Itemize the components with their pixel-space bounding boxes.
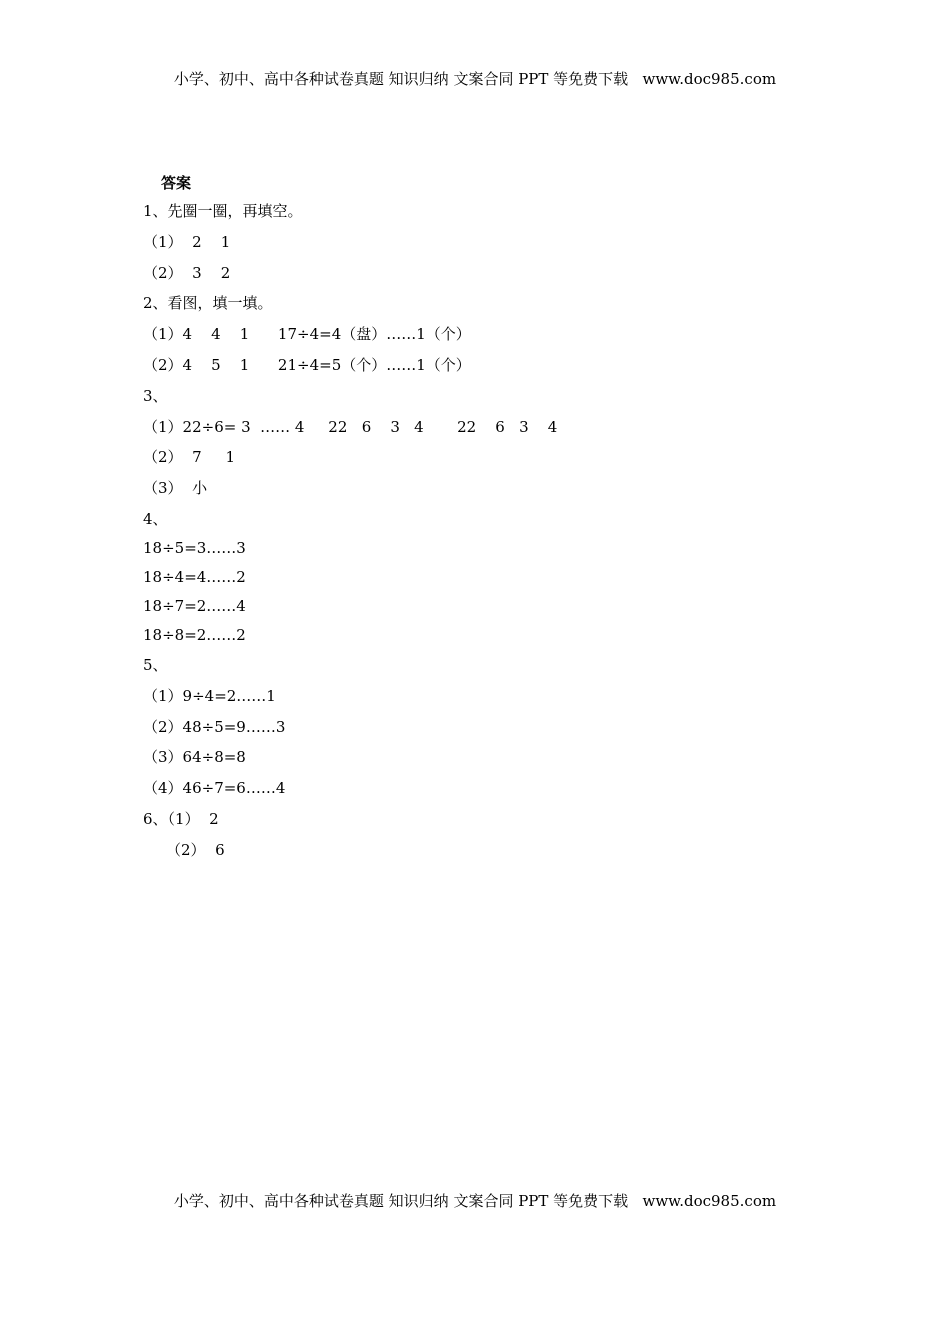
q4-answer-3: 18÷7=2……4 bbox=[143, 597, 246, 615]
q4-answer-4: 18÷8=2……2 bbox=[143, 626, 246, 644]
q3-heading: 3、 bbox=[143, 387, 168, 405]
q4-answer-2: 18÷4=4……2 bbox=[143, 568, 246, 586]
q5-answer-4: （4）46÷7=6……4 bbox=[143, 779, 286, 797]
q5-answer-1: （1）9÷4=2……1 bbox=[143, 687, 276, 705]
q1-answer-1: （1） 2 1 bbox=[143, 233, 231, 251]
q5-answer-2: （2）48÷5=9……3 bbox=[143, 718, 286, 736]
q6-answer-1: 6、（1） 2 bbox=[143, 810, 219, 828]
q3-answer-3: （3） 小 bbox=[143, 479, 208, 497]
q3-answer-2: （2） 7 1 bbox=[143, 448, 236, 466]
q2-answer-1: （1）4 4 1 17÷4=4（盘）……1（个） bbox=[143, 325, 471, 343]
q1-heading: 1、先圈一圈，再填空。 bbox=[143, 202, 303, 220]
q2-heading: 2、看图，填一填。 bbox=[143, 294, 273, 312]
q1-answer-2: （2） 3 2 bbox=[143, 264, 231, 282]
q4-answer-1: 18÷5=3……3 bbox=[143, 539, 246, 557]
q2-answer-2: （2）4 5 1 21÷4=5（个）……1（个） bbox=[143, 356, 471, 374]
page-header: 小学、初中、高中各种试卷真题 知识归纳 文案合同 PPT 等免费下载 www.doc985.com bbox=[173, 70, 777, 88]
q4-heading: 4、 bbox=[143, 510, 168, 528]
q3-answer-1: （1）22÷6= 3 …… 4 22 6 3 4 22 6 3 4 bbox=[143, 418, 558, 436]
q6-answer-2: （2） 6 bbox=[166, 841, 225, 859]
q5-answer-3: （3）64÷8=8 bbox=[143, 748, 246, 766]
q5-heading: 5、 bbox=[143, 656, 168, 674]
page-footer: 小学、初中、高中各种试卷真题 知识归纳 文案合同 PPT 等免费下载 www.doc985.com bbox=[173, 1192, 777, 1210]
answer-title: 答案 bbox=[161, 174, 192, 192]
